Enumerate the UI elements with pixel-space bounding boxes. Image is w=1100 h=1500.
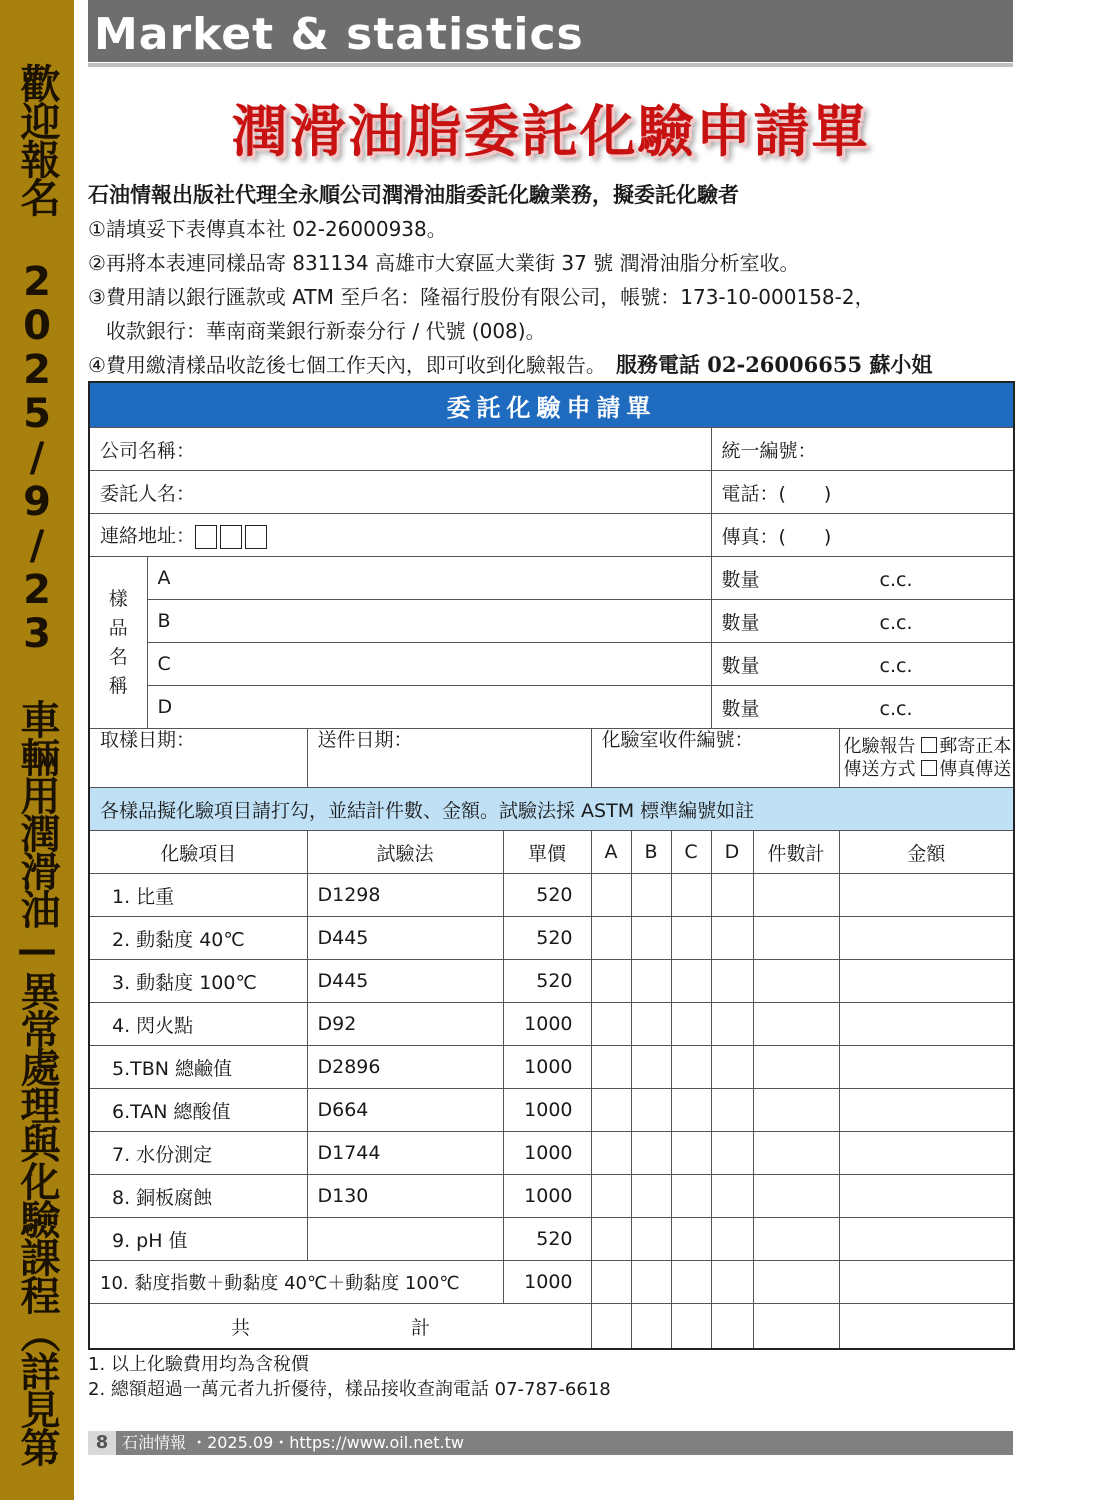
check-cell[interactable] bbox=[591, 1218, 631, 1261]
side-banner bbox=[0, 0, 74, 1500]
check-cell[interactable] bbox=[711, 1003, 753, 1046]
send-date-field[interactable]: 送件日期： bbox=[307, 729, 591, 788]
check-cell[interactable] bbox=[591, 960, 631, 1003]
section-header bbox=[88, 0, 1013, 62]
postal-code-box[interactable] bbox=[195, 525, 217, 549]
check-cell[interactable] bbox=[631, 1046, 671, 1089]
check-cell[interactable] bbox=[671, 960, 711, 1003]
total-cell[interactable] bbox=[671, 1304, 711, 1350]
intro-step-3: ③費用請以銀行匯款或 ATM 至戶名：隆福行股份有限公司，帳號：173-10-000158-2， bbox=[88, 285, 875, 309]
intro-block bbox=[88, 178, 1013, 382]
check-cell[interactable] bbox=[631, 1261, 671, 1304]
check-cell[interactable] bbox=[711, 960, 753, 1003]
check-cell[interactable] bbox=[711, 1046, 753, 1089]
table-row: 3. 動黏度 100℃ D445 520 bbox=[89, 960, 1014, 1003]
total-count-cell[interactable] bbox=[753, 1304, 839, 1350]
check-cell[interactable] bbox=[711, 1132, 753, 1175]
amount-cell[interactable] bbox=[839, 960, 1014, 1003]
sample-c-name-field[interactable]: C bbox=[147, 643, 711, 686]
sampling-date-field[interactable]: 取樣日期： bbox=[89, 729, 307, 788]
check-cell[interactable] bbox=[591, 917, 631, 960]
amount-cell[interactable] bbox=[839, 1046, 1014, 1089]
table-row: 2. 動黏度 40℃ D445 520 bbox=[89, 917, 1014, 960]
intro-step-4-line bbox=[88, 348, 1013, 382]
check-cell[interactable] bbox=[591, 1003, 631, 1046]
check-cell[interactable] bbox=[631, 1003, 671, 1046]
amount-cell[interactable] bbox=[839, 1132, 1014, 1175]
column-header: C bbox=[671, 831, 711, 874]
side-banner-text: 歡迎報名 2025/9/23 車輛用潤滑油—異常處理與化驗課程（詳見第 bbox=[14, 63, 60, 1465]
check-cell[interactable] bbox=[671, 917, 711, 960]
fax-checkbox[interactable] bbox=[921, 760, 937, 776]
check-cell[interactable] bbox=[671, 1175, 711, 1218]
amount-cell[interactable] bbox=[839, 1003, 1014, 1046]
amount-cell[interactable] bbox=[839, 1089, 1014, 1132]
count-cell[interactable] bbox=[753, 1175, 839, 1218]
table-row: 5.TBN 總鹼值 D2896 1000 bbox=[89, 1046, 1014, 1089]
check-cell[interactable] bbox=[591, 1132, 631, 1175]
check-cell[interactable] bbox=[591, 874, 631, 917]
table-row: 7. 水份測定 D1744 1000 bbox=[89, 1132, 1014, 1175]
total-label: 共 計 bbox=[89, 1304, 591, 1350]
form-title: 委託化驗申請單 bbox=[89, 382, 1014, 428]
document-title: 潤滑油脂委託化驗申請單 bbox=[231, 99, 870, 165]
column-header: 金額 bbox=[839, 831, 1014, 874]
check-cell[interactable] bbox=[631, 960, 671, 1003]
check-cell[interactable] bbox=[671, 874, 711, 917]
check-cell[interactable] bbox=[711, 1218, 753, 1261]
address-label: 連絡地址： bbox=[100, 525, 196, 548]
check-cell[interactable] bbox=[671, 1003, 711, 1046]
column-header: B bbox=[631, 831, 671, 874]
address-field[interactable] bbox=[89, 514, 711, 557]
intro-step-1: ①請填妥下表傳真本社 02-26000938。 bbox=[88, 217, 447, 241]
postal-code-box[interactable] bbox=[245, 525, 267, 549]
fax-label: 傳真：( ) bbox=[721, 525, 832, 548]
check-cell[interactable] bbox=[631, 1218, 671, 1261]
footnotes bbox=[88, 1352, 611, 1402]
amount-cell[interactable] bbox=[839, 1175, 1014, 1218]
amount-cell[interactable] bbox=[839, 1261, 1014, 1304]
total-amount-cell[interactable] bbox=[839, 1304, 1014, 1350]
count-cell[interactable] bbox=[753, 1261, 839, 1304]
check-cell[interactable] bbox=[671, 1132, 711, 1175]
company-field[interactable] bbox=[89, 428, 711, 471]
check-cell[interactable] bbox=[631, 1132, 671, 1175]
check-cell[interactable] bbox=[591, 1089, 631, 1132]
tax-id-field[interactable] bbox=[711, 428, 1014, 471]
sample-a-quantity-field[interactable]: 數量 c.c. bbox=[711, 557, 1014, 600]
client-name-field[interactable] bbox=[89, 471, 711, 514]
section-title: Market & statistics bbox=[94, 9, 584, 60]
column-header: 單價 bbox=[503, 831, 591, 874]
client-name-label: 委託人名： bbox=[100, 482, 196, 505]
instruction-note: 各樣品擬化驗項目請打勾，並結計件數、金額。試驗法採 ASTM 標準編號如註 bbox=[89, 788, 1014, 831]
count-cell[interactable] bbox=[753, 1046, 839, 1089]
count-cell[interactable] bbox=[753, 1089, 839, 1132]
sample-d-quantity-field[interactable]: 數量 c.c. bbox=[711, 686, 1014, 729]
company-label: 公司名稱： bbox=[100, 439, 196, 462]
check-cell[interactable] bbox=[631, 917, 671, 960]
count-cell[interactable] bbox=[753, 1218, 839, 1261]
mail-checkbox[interactable] bbox=[921, 737, 937, 753]
check-cell[interactable] bbox=[671, 1261, 711, 1304]
fax-field[interactable] bbox=[711, 514, 1014, 557]
sample-name-label: 樣品名稱 bbox=[89, 557, 147, 729]
postal-code-box[interactable] bbox=[220, 525, 242, 549]
application-form bbox=[88, 381, 1015, 1350]
sample-b-quantity-field[interactable]: 數量 c.c. bbox=[711, 600, 1014, 643]
footnote: 2. 總額超過一萬元者九折優待，樣品接收查詢電話 07-787-6618 bbox=[88, 1379, 611, 1400]
sample-b-name-field[interactable]: B bbox=[147, 600, 711, 643]
tax-id-label: 統一編號： bbox=[721, 439, 817, 462]
intro-step-3-bank: 收款銀行：華南商業銀行新泰分行 / 代號 (008)。 bbox=[106, 319, 546, 343]
check-cell[interactable] bbox=[711, 917, 753, 960]
table-row: 6.TAN 總酸值 D664 1000 bbox=[89, 1089, 1014, 1132]
column-header: 化驗項目 bbox=[89, 831, 307, 874]
column-header: D bbox=[711, 831, 753, 874]
intro-lead: 石油情報出版社代理全永順公司潤滑油脂委託化驗業務，擬委託化驗者 bbox=[88, 183, 739, 207]
count-cell[interactable] bbox=[753, 1003, 839, 1046]
check-cell[interactable] bbox=[631, 1175, 671, 1218]
page-footer bbox=[88, 1431, 1013, 1455]
sample-c-quantity-field[interactable]: 數量 c.c. bbox=[711, 643, 1014, 686]
report-method-field: 化驗報告 郵寄正本 傳送方式 傳真傳送 bbox=[839, 729, 1014, 788]
table-row: 4. 閃火點 D92 1000 bbox=[89, 1003, 1014, 1046]
check-cell[interactable] bbox=[711, 874, 753, 917]
check-cell[interactable] bbox=[631, 1089, 671, 1132]
check-cell[interactable] bbox=[591, 1175, 631, 1218]
check-cell[interactable] bbox=[711, 1175, 753, 1218]
total-cell[interactable] bbox=[711, 1304, 753, 1350]
phone-field[interactable] bbox=[711, 471, 1014, 514]
phone-label: 電話：( ) bbox=[721, 482, 832, 505]
table-row: 8. 銅板腐蝕 D130 1000 bbox=[89, 1175, 1014, 1218]
count-cell[interactable] bbox=[753, 960, 839, 1003]
amount-cell[interactable] bbox=[839, 874, 1014, 917]
page-number: 8 bbox=[88, 1431, 116, 1455]
service-phone: 服務電話 02-26006655 蘇小姐 bbox=[615, 352, 933, 377]
intro-step-2: ②再將本表連同樣品寄 831134 高雄市大寮區大業街 37 號 潤滑油脂分析室收。 bbox=[88, 251, 800, 275]
total-row bbox=[89, 1304, 1014, 1350]
amount-cell[interactable] bbox=[839, 917, 1014, 960]
sample-a-name-field[interactable]: A bbox=[147, 557, 711, 600]
sample-d-name-field[interactable]: D bbox=[147, 686, 711, 729]
check-cell[interactable] bbox=[671, 1046, 711, 1089]
total-cell[interactable] bbox=[591, 1304, 631, 1350]
column-header: 試驗法 bbox=[307, 831, 503, 874]
check-cell[interactable] bbox=[591, 1046, 631, 1089]
item-header-row bbox=[89, 831, 1014, 874]
total-cell[interactable] bbox=[631, 1304, 671, 1350]
count-cell[interactable] bbox=[753, 917, 839, 960]
footnote: 1. 以上化驗費用均為含稅價 bbox=[88, 1354, 309, 1375]
lab-number-field[interactable]: 化驗室收件編號： bbox=[591, 729, 839, 788]
check-cell[interactable] bbox=[711, 1261, 753, 1304]
check-cell[interactable] bbox=[631, 874, 671, 917]
column-header: 件數計 bbox=[753, 831, 839, 874]
table-row: 10. 黏度指數＋動黏度 40℃＋動黏度 100℃ 1000 bbox=[89, 1261, 1014, 1304]
intro-step-4: ④費用繳清樣品收訖後七個工作天內，即可收到化驗報告。 bbox=[88, 353, 606, 377]
count-cell[interactable] bbox=[753, 1132, 839, 1175]
header-divider bbox=[88, 63, 1013, 67]
column-header: A bbox=[591, 831, 631, 874]
amount-cell[interactable] bbox=[839, 1218, 1014, 1261]
table-row: 1. 比重 D1298 520 bbox=[89, 874, 1014, 917]
check-cell[interactable] bbox=[711, 1089, 753, 1132]
check-cell[interactable] bbox=[591, 1261, 631, 1304]
check-cell[interactable] bbox=[671, 1089, 711, 1132]
table-row: 9. pH 值 520 bbox=[89, 1218, 1014, 1261]
count-cell[interactable] bbox=[753, 874, 839, 917]
footer-text: 石油情報 ・2025.09・https://www.oil.net.tw bbox=[122, 1433, 464, 1452]
check-cell[interactable] bbox=[671, 1218, 711, 1261]
